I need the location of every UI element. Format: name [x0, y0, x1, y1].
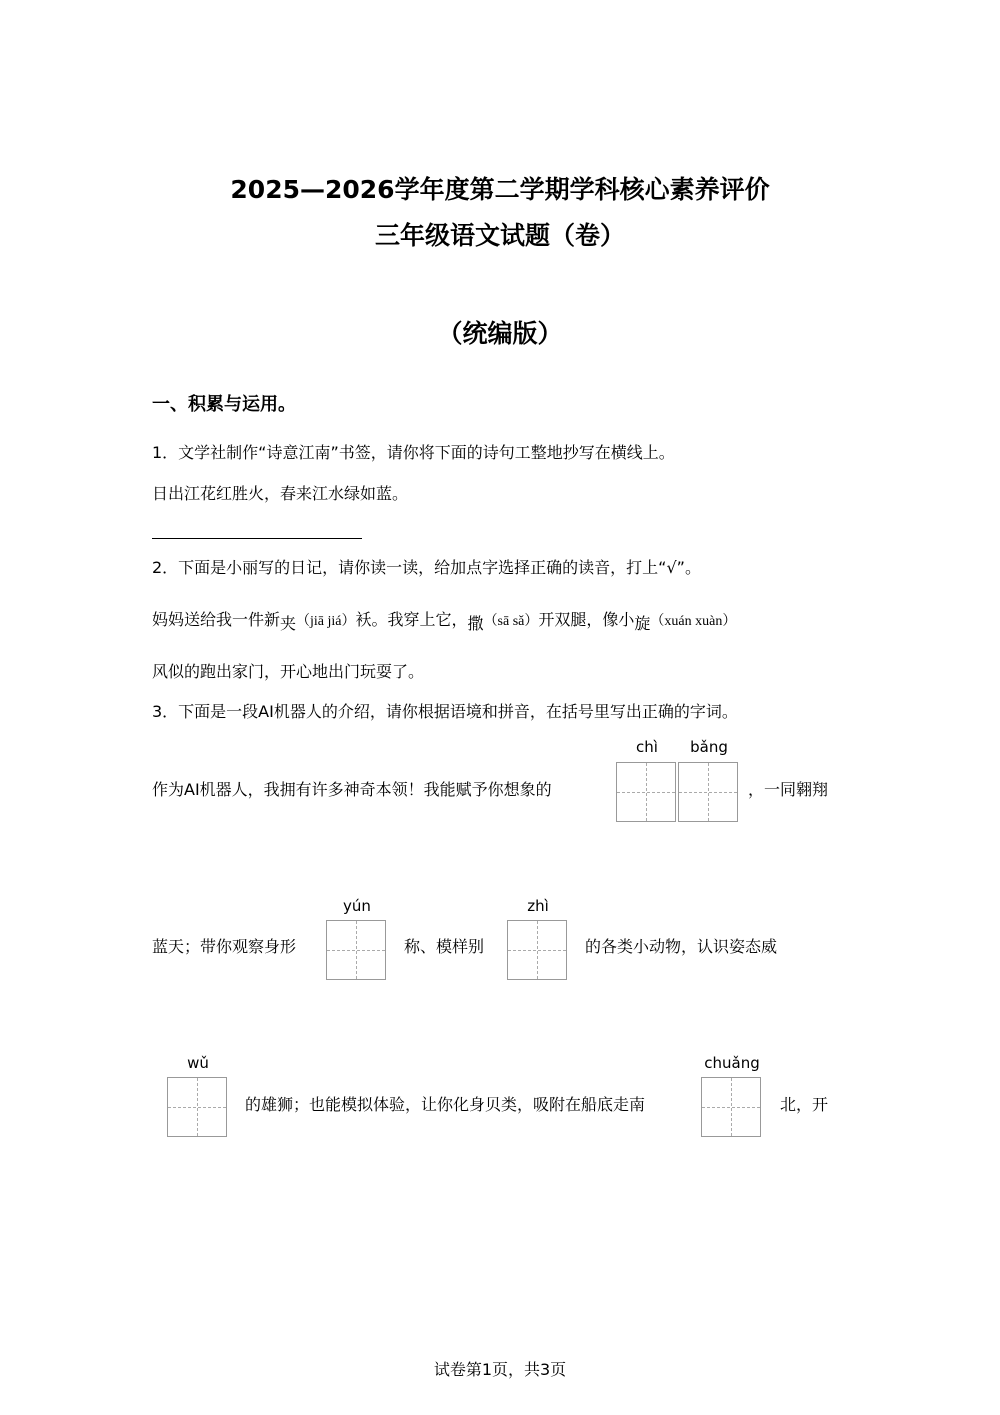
pinyin-wu: wǔ [187, 1054, 209, 1072]
pinyin-chi: chì [636, 738, 658, 756]
q3-row2-text2: 称、模样别 [404, 937, 485, 956]
q2-char-jia: 夹 [280, 614, 297, 633]
q2-text-1: 妈妈送给我一件新 [152, 610, 281, 629]
q2-prompt: 2．下面是小丽写的日记，请你读一读，给加点字选择正确的读音，打上“√”。 [152, 558, 701, 577]
tianzige-box-chuang[interactable] [701, 1077, 761, 1137]
q1-poem: 日出江花红胜火，春来江水绿如蓝。 [152, 484, 409, 503]
q3-row3-text1: 的雄狮；也能模拟体验，让你化身贝类，吸附在船底走南 [245, 1095, 646, 1114]
q2-char-sa: 撒 [467, 614, 484, 633]
q1-prompt: 1．文学社制作“诗意江南”书签，请你将下面的诗句工整地抄写在横线上。 [152, 443, 675, 462]
q3-row2-text3: 的各类小动物，认识姿态威 [585, 937, 778, 956]
q2-options-sa[interactable]: （sā sǎ） [483, 614, 539, 629]
q3-row1-text: 作为AI机器人，我拥有许多神奇本领！我能赋予你想象的 [152, 780, 552, 799]
q3-row1-text-after: ，一同翱翔 [748, 780, 829, 799]
tianzige-box-chi[interactable] [616, 762, 676, 822]
tianzige-box-bang[interactable] [678, 762, 738, 822]
section-heading: 一、积累与运用。 [152, 394, 296, 415]
exam-subtitle: 三年级语文试题（卷） [374, 221, 625, 250]
page-footer: 试卷第1页，共3页 [433, 1360, 567, 1379]
exam-title: 2025—2026学年度第二学期学科核心素养评价 [230, 175, 770, 204]
tianzige-box-zhi[interactable] [507, 920, 567, 980]
q2-char-xuan: 旋 [634, 614, 651, 633]
pinyin-zhi: zhì [527, 897, 549, 915]
pinyin-yun: yún [343, 897, 371, 915]
q3-row3-text2: 北，开 [780, 1095, 829, 1114]
q2-text-3: 开双腿，像小 [538, 610, 635, 629]
q2-text-2: 袄。我穿上它， [355, 610, 468, 629]
q2-diary-line2: 风似的跑出家门，开心地出门玩耍了。 [152, 662, 425, 681]
q3-row2-text1: 蓝天；带你观察身形 [152, 937, 297, 956]
q2-options-xuan[interactable]: （xuán xuàn） [650, 614, 737, 629]
q2-options-jia[interactable]: （jiā jiá） [296, 614, 356, 629]
pinyin-bang: bǎng [690, 738, 728, 756]
pinyin-chuang: chuǎng [704, 1054, 760, 1072]
tianzige-box-wu[interactable] [167, 1077, 227, 1137]
q3-prompt: 3．下面是一段AI机器人的介绍，请你根据语境和拼音，在括号里写出正确的字词。 [152, 702, 738, 721]
q2-diary-line1 [152, 610, 736, 632]
tianzige-box-yun[interactable] [326, 920, 386, 980]
exam-edition: （统编版） [437, 319, 563, 348]
q1-answer-line[interactable] [152, 538, 362, 539]
